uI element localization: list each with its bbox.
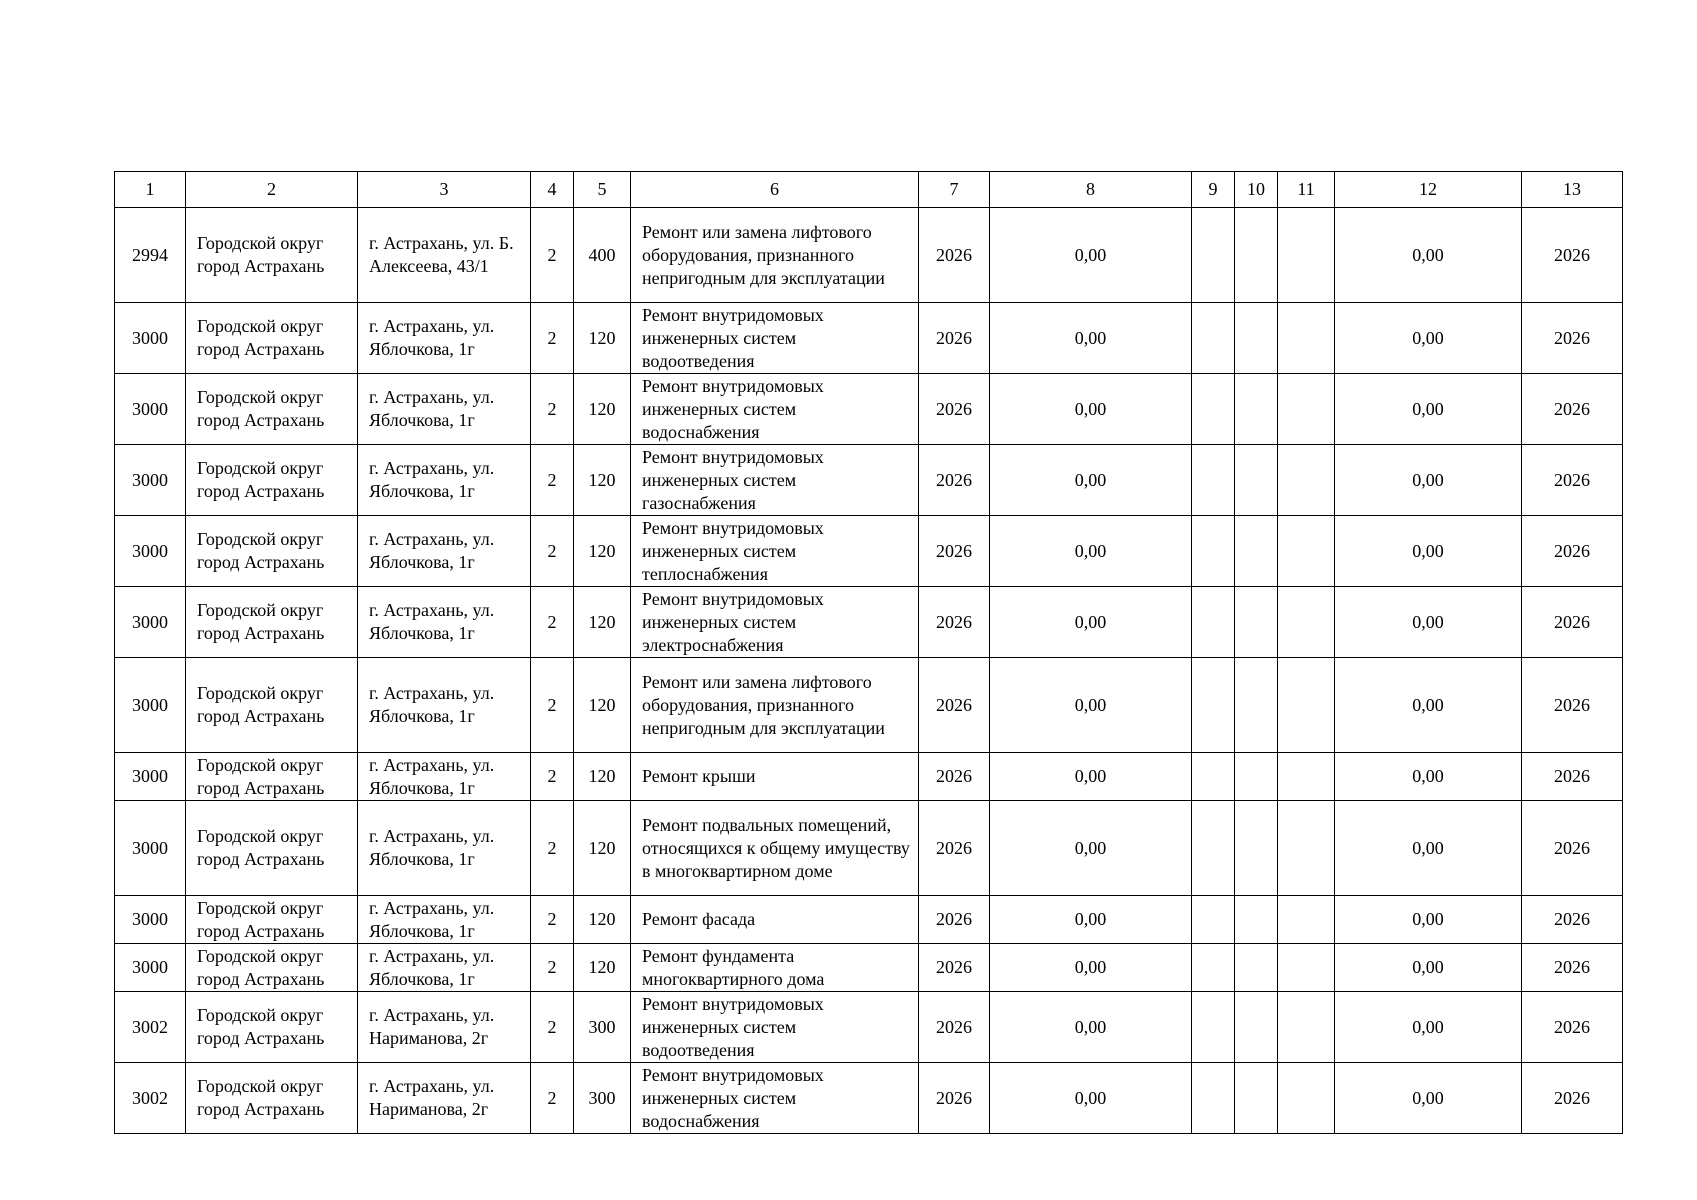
cell-year: 2026 <box>919 445 990 516</box>
cell-col-10 <box>1235 374 1278 445</box>
cell-col-9 <box>1192 896 1235 944</box>
cell-col-9 <box>1192 374 1235 445</box>
cell-col-10 <box>1235 944 1278 992</box>
cell-col-10 <box>1235 445 1278 516</box>
column-header-3: 3 <box>358 172 531 208</box>
table-row <box>115 208 1623 303</box>
column-header-11: 11 <box>1278 172 1335 208</box>
cell-cost: 0,00 <box>990 208 1192 303</box>
cell-col-10 <box>1235 896 1278 944</box>
table-row <box>115 753 1623 801</box>
cell-col-4: 2 <box>531 992 574 1063</box>
cell-work-type: Ремонт внутридомовых инженерных систем водоснабжения <box>631 374 919 445</box>
cell-col-13: 2026 <box>1522 1063 1623 1134</box>
cell-address: г. Астрахань, ул. Яблочкова, 1г <box>358 445 531 516</box>
table-row <box>115 516 1623 587</box>
cell-col-13: 2026 <box>1522 516 1623 587</box>
cell-col-4: 2 <box>531 753 574 801</box>
cell-municipality: Городской округ город Астрахань <box>186 658 358 753</box>
column-header-1: 1 <box>115 172 186 208</box>
cell-col-11 <box>1278 992 1335 1063</box>
cell-col-11 <box>1278 896 1335 944</box>
cell-number: 3002 <box>115 992 186 1063</box>
cell-number: 3000 <box>115 753 186 801</box>
cell-cost: 0,00 <box>990 992 1192 1063</box>
cell-number: 3000 <box>115 516 186 587</box>
table-row <box>115 303 1623 374</box>
cell-col-10 <box>1235 208 1278 303</box>
cell-col-12: 0,00 <box>1335 753 1522 801</box>
cell-col-9 <box>1192 303 1235 374</box>
cell-year: 2026 <box>919 801 990 896</box>
column-header-6: 6 <box>631 172 919 208</box>
cell-address: г. Астрахань, ул. Яблочкова, 1г <box>358 587 531 658</box>
cell-municipality: Городской округ город Астрахань <box>186 801 358 896</box>
cell-year: 2026 <box>919 208 990 303</box>
cell-col-12: 0,00 <box>1335 1063 1522 1134</box>
cell-work-type: Ремонт фундамента многоквартирного дома <box>631 944 919 992</box>
cell-col-4: 2 <box>531 658 574 753</box>
cell-col-10 <box>1235 587 1278 658</box>
table-row <box>115 587 1623 658</box>
cell-col-12: 0,00 <box>1335 445 1522 516</box>
cell-col-12: 0,00 <box>1335 374 1522 445</box>
cell-col-12: 0,00 <box>1335 658 1522 753</box>
cell-col-9 <box>1192 445 1235 516</box>
cell-col-13: 2026 <box>1522 445 1623 516</box>
cell-col-9 <box>1192 516 1235 587</box>
cell-col-9 <box>1192 801 1235 896</box>
cell-year: 2026 <box>919 516 990 587</box>
cell-work-type: Ремонт внутридомовых инженерных систем водоотведения <box>631 992 919 1063</box>
cell-col-13: 2026 <box>1522 944 1623 992</box>
cell-address: г. Астрахань, ул. Яблочкова, 1г <box>358 303 531 374</box>
cell-municipality: Городской округ город Астрахань <box>186 303 358 374</box>
cell-col-11 <box>1278 516 1335 587</box>
cell-number: 3000 <box>115 587 186 658</box>
cell-col-11 <box>1278 753 1335 801</box>
cell-col-13: 2026 <box>1522 801 1623 896</box>
column-header-13: 13 <box>1522 172 1623 208</box>
cell-year: 2026 <box>919 374 990 445</box>
cell-col-5: 120 <box>574 516 631 587</box>
cell-col-10 <box>1235 1063 1278 1134</box>
cell-cost: 0,00 <box>990 587 1192 658</box>
table-row <box>115 445 1623 516</box>
header-row <box>115 172 1623 208</box>
column-header-10: 10 <box>1235 172 1278 208</box>
column-header-7: 7 <box>919 172 990 208</box>
cell-cost: 0,00 <box>990 658 1192 753</box>
cell-col-12: 0,00 <box>1335 944 1522 992</box>
cell-col-11 <box>1278 801 1335 896</box>
table-header <box>115 172 1623 208</box>
cell-municipality: Городской округ город Астрахань <box>186 445 358 516</box>
cell-work-type: Ремонт или замена лифтового оборудования, признанного непригодным для эксплуатации <box>631 208 919 303</box>
cell-cost: 0,00 <box>990 896 1192 944</box>
cell-work-type: Ремонт внутридомовых инженерных систем водоотведения <box>631 303 919 374</box>
cell-col-5: 120 <box>574 944 631 992</box>
cell-work-type: Ремонт или замена лифтового оборудования, признанного непригодным для эксплуатации <box>631 658 919 753</box>
cell-col-12: 0,00 <box>1335 516 1522 587</box>
cell-year: 2026 <box>919 1063 990 1134</box>
cell-address: г. Астрахань, ул. Яблочкова, 1г <box>358 944 531 992</box>
table-row <box>115 801 1623 896</box>
table-row <box>115 944 1623 992</box>
cell-col-5: 120 <box>574 445 631 516</box>
cell-col-5: 300 <box>574 992 631 1063</box>
cell-work-type: Ремонт внутридомовых инженерных систем электроснабжения <box>631 587 919 658</box>
cell-work-type: Ремонт внутридомовых инженерных систем водоснабжения <box>631 1063 919 1134</box>
cell-number: 3002 <box>115 1063 186 1134</box>
table-row <box>115 374 1623 445</box>
cell-year: 2026 <box>919 658 990 753</box>
column-header-4: 4 <box>531 172 574 208</box>
repair-schedule-table <box>114 171 1623 1134</box>
column-header-9: 9 <box>1192 172 1235 208</box>
cell-municipality: Городской округ город Астрахань <box>186 753 358 801</box>
cell-col-10 <box>1235 303 1278 374</box>
cell-col-5: 120 <box>574 303 631 374</box>
cell-col-4: 2 <box>531 896 574 944</box>
cell-col-5: 300 <box>574 1063 631 1134</box>
cell-col-5: 400 <box>574 208 631 303</box>
column-header-5: 5 <box>574 172 631 208</box>
cell-address: г. Астрахань, ул. Б. Алексеева, 43/1 <box>358 208 531 303</box>
cell-col-12: 0,00 <box>1335 992 1522 1063</box>
cell-number: 3000 <box>115 801 186 896</box>
cell-col-11 <box>1278 374 1335 445</box>
cell-number: 3000 <box>115 896 186 944</box>
cell-year: 2026 <box>919 753 990 801</box>
cell-col-5: 120 <box>574 587 631 658</box>
cell-year: 2026 <box>919 587 990 658</box>
table-row <box>115 896 1623 944</box>
cell-col-13: 2026 <box>1522 208 1623 303</box>
cell-col-4: 2 <box>531 516 574 587</box>
cell-municipality: Городской округ город Астрахань <box>186 992 358 1063</box>
cell-col-5: 120 <box>574 896 631 944</box>
cell-col-5: 120 <box>574 753 631 801</box>
cell-col-13: 2026 <box>1522 896 1623 944</box>
cell-municipality: Городской округ город Астрахань <box>186 896 358 944</box>
cell-col-12: 0,00 <box>1335 587 1522 658</box>
cell-col-5: 120 <box>574 658 631 753</box>
cell-address: г. Астрахань, ул. Яблочкова, 1г <box>358 374 531 445</box>
cell-col-11 <box>1278 1063 1335 1134</box>
cell-col-4: 2 <box>531 1063 574 1134</box>
cell-col-4: 2 <box>531 944 574 992</box>
table-row <box>115 658 1623 753</box>
cell-col-10 <box>1235 801 1278 896</box>
cell-col-13: 2026 <box>1522 303 1623 374</box>
cell-year: 2026 <box>919 992 990 1063</box>
column-header-12: 12 <box>1335 172 1522 208</box>
cell-col-4: 2 <box>531 801 574 896</box>
cell-cost: 0,00 <box>990 516 1192 587</box>
cell-address: г. Астрахань, ул. Яблочкова, 1г <box>358 896 531 944</box>
cell-col-4: 2 <box>531 374 574 445</box>
cell-cost: 0,00 <box>990 303 1192 374</box>
cell-cost: 0,00 <box>990 445 1192 516</box>
cell-number: 3000 <box>115 658 186 753</box>
cell-number: 3000 <box>115 944 186 992</box>
cell-col-5: 120 <box>574 374 631 445</box>
cell-cost: 0,00 <box>990 374 1192 445</box>
cell-number: 3000 <box>115 445 186 516</box>
cell-municipality: Городской округ город Астрахань <box>186 944 358 992</box>
cell-number: 2994 <box>115 208 186 303</box>
cell-work-type: Ремонт крыши <box>631 753 919 801</box>
cell-col-10 <box>1235 658 1278 753</box>
cell-address: г. Астрахань, ул. Нариманова, 2г <box>358 992 531 1063</box>
cell-cost: 0,00 <box>990 801 1192 896</box>
cell-col-9 <box>1192 944 1235 992</box>
cell-col-4: 2 <box>531 445 574 516</box>
cell-col-5: 120 <box>574 801 631 896</box>
cell-address: г. Астрахань, ул. Нариманова, 2г <box>358 1063 531 1134</box>
cell-col-4: 2 <box>531 303 574 374</box>
cell-cost: 0,00 <box>990 753 1192 801</box>
cell-municipality: Городской округ город Астрахань <box>186 516 358 587</box>
cell-col-9 <box>1192 992 1235 1063</box>
cell-col-9 <box>1192 1063 1235 1134</box>
cell-col-11 <box>1278 944 1335 992</box>
cell-col-13: 2026 <box>1522 753 1623 801</box>
cell-col-12: 0,00 <box>1335 303 1522 374</box>
cell-address: г. Астрахань, ул. Яблочкова, 1г <box>358 516 531 587</box>
cell-col-13: 2026 <box>1522 587 1623 658</box>
cell-col-9 <box>1192 587 1235 658</box>
cell-cost: 0,00 <box>990 1063 1192 1134</box>
cell-year: 2026 <box>919 896 990 944</box>
table-body <box>115 208 1623 1134</box>
table-row <box>115 992 1623 1063</box>
column-header-2: 2 <box>186 172 358 208</box>
cell-municipality: Городской округ город Астрахань <box>186 1063 358 1134</box>
cell-year: 2026 <box>919 944 990 992</box>
cell-cost: 0,00 <box>990 944 1192 992</box>
cell-col-13: 2026 <box>1522 992 1623 1063</box>
cell-municipality: Городской округ город Астрахань <box>186 208 358 303</box>
cell-col-9 <box>1192 753 1235 801</box>
cell-col-4: 2 <box>531 208 574 303</box>
cell-col-11 <box>1278 658 1335 753</box>
cell-col-9 <box>1192 658 1235 753</box>
cell-col-13: 2026 <box>1522 658 1623 753</box>
cell-col-10 <box>1235 516 1278 587</box>
cell-address: г. Астрахань, ул. Яблочкова, 1г <box>358 801 531 896</box>
cell-municipality: Городской округ город Астрахань <box>186 374 358 445</box>
cell-col-10 <box>1235 753 1278 801</box>
cell-municipality: Городской округ город Астрахань <box>186 587 358 658</box>
cell-year: 2026 <box>919 303 990 374</box>
cell-address: г. Астрахань, ул. Яблочкова, 1г <box>358 658 531 753</box>
cell-col-9 <box>1192 208 1235 303</box>
cell-col-12: 0,00 <box>1335 801 1522 896</box>
column-header-8: 8 <box>990 172 1192 208</box>
cell-number: 3000 <box>115 303 186 374</box>
cell-work-type: Ремонт внутридомовых инженерных систем теплоснабжения <box>631 516 919 587</box>
table-row <box>115 1063 1623 1134</box>
cell-col-10 <box>1235 992 1278 1063</box>
cell-work-type: Ремонт внутридомовых инженерных систем газоснабжения <box>631 445 919 516</box>
cell-col-12: 0,00 <box>1335 896 1522 944</box>
cell-col-13: 2026 <box>1522 374 1623 445</box>
cell-col-12: 0,00 <box>1335 208 1522 303</box>
cell-col-11 <box>1278 587 1335 658</box>
cell-col-11 <box>1278 445 1335 516</box>
cell-address: г. Астрахань, ул. Яблочкова, 1г <box>358 753 531 801</box>
cell-col-11 <box>1278 303 1335 374</box>
cell-work-type: Ремонт фасада <box>631 896 919 944</box>
cell-col-4: 2 <box>531 587 574 658</box>
cell-col-11 <box>1278 208 1335 303</box>
cell-number: 3000 <box>115 374 186 445</box>
cell-work-type: Ремонт подвальных помещений, относящихся к общему имуществу в многоквартирном доме <box>631 801 919 896</box>
